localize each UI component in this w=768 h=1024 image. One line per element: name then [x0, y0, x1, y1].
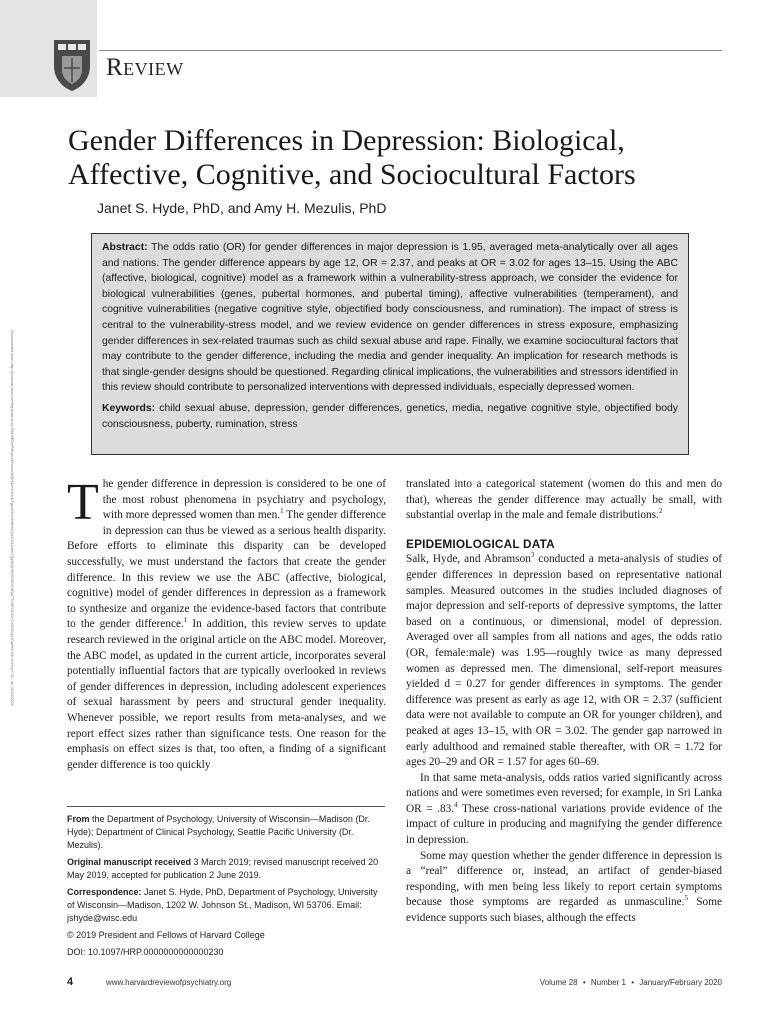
harvard-crest-icon: [52, 38, 92, 92]
abstract-body: The odds ratio (OR) for gender differences in major depression is 1.95, averaged meta-analytically over all ages and nations. The gender difference appears by age 12, OR = 2.37, and peaks at OR = 3.02 for ages 13–15. Using the ABC (affective, biological, cognitive) model as a framework within a vulnerability-stress approach, we consider the evidence for biological vulnerabilities (genes, pubertal hormones, and pubertal timing), affective vulnerabilities (temperament), and cognitive vulnerabilities (negative cognitive style, objectified body consciousness, and rumination). The impact of stress is central to the vulnerability-stress model, and we review evidence on gender differences in stress exposure, emphasizing gender differences in sex-related traumas such as child sexual abuse and rape. Finally, we examine sociocultural factors that may contribute to the gender difference, including the media and gender inequality. An implication for research methods is that single-gender designs should be questioned. Regarding clinical implications, the vulnerabilities and stressors identified in this review should contribute to personalized interventions with depressed individuals, especially depressed women.: [102, 242, 678, 394]
text-run: he gender difference in depression is considered to be one of the most robust phenomena in psychiatry and psychology, with more depressed women than men.: [102, 478, 386, 522]
journal-url: www.harvardreviewofpsychiatry.org: [106, 978, 232, 987]
dropcap: T: [67, 474, 99, 531]
intro-paragraph: [67, 474, 386, 773]
bullet-separator: •: [631, 978, 635, 987]
text-run: Salk, Hyde, and Abramson: [406, 553, 531, 566]
citation-ref: 1: [280, 507, 284, 516]
text-run: The gender difference in depression can thus be viewed as a serious health disparity. Before efforts to eliminate this disparity can be developed successfully, we must understand the factors that create the gender difference. In this review we use the ABC (affective, biological, cognitive) model of gender differences in depression as a framework to synthesize and organize the evidence-based factors that contribute to the gender difference.: [67, 509, 386, 631]
citation-ref: 5: [684, 894, 688, 903]
correspondence-text: Janet S. Hyde, PhD, Department of Psychology, University of Wisconsin—Madison, 1202 W. Johnson St., Madison, WI 53706. Email: jshyde@wisc.edu: [67, 887, 378, 923]
volume: Volume 28: [539, 978, 578, 987]
text-run: In that same meta-analysis, odds ratios varied significantly across nations and were sometimes even reversed; for example, in Sri Lanka OR = .83.: [406, 771, 722, 815]
epidemiology-paragraph-3: [406, 849, 722, 927]
affiliation-label: From: [67, 814, 90, 824]
correspondence-note: [67, 886, 386, 925]
issue-info: [540, 978, 722, 987]
epidemiology-paragraph-1: [406, 552, 722, 770]
abstract-label: Abstract:: [102, 242, 148, 253]
text-run: Some may question whether the gender difference in depression is a “real” difference or, instead, an artifact of gender-biased responding, with men being less likely to report certain symptoms because those symptoms are regarded as unmasculine.: [406, 849, 722, 909]
left-column: [67, 474, 386, 773]
article-title: Gender Differences in Depression: Biological, Affective, Cognitive, and Sociocultural Factors: [68, 124, 636, 191]
citation-ref: 1: [183, 616, 188, 625]
bullet-separator: •: [582, 978, 586, 987]
citation-ref: 3: [530, 551, 535, 560]
abstract-text: [102, 240, 678, 396]
header-rule: [99, 50, 722, 51]
page-number: 4: [67, 976, 74, 988]
abstract-box: [91, 233, 689, 455]
epidemiology-paragraph-2: [406, 771, 722, 849]
keywords: [102, 401, 678, 432]
authors: Janet S. Hyde, PhD, and Amy H. Mezulis, PhD: [97, 200, 387, 216]
received-label: Original manuscript received: [67, 857, 192, 867]
citation-ref: 4: [454, 801, 458, 810]
keywords-label: Keywords:: [102, 402, 156, 414]
issue-date: January/February 2020: [639, 978, 722, 987]
continued-paragraph: [406, 477, 722, 524]
download-notice: Downloaded from http://journals.lww.com/hrpjournal by BhDMf5ePHKav1zEoum1tQfN4a+kJLhEZgbsIHo4XMi0hCywCX1AWnYQp/IlQrHD3i3D0OdRyi7TvSFl4Cf3VC4/OAVpDDa8KKGKV0Ymy+78= on 01/10/2020: [10, 330, 15, 707]
section-heading: EPIDEMIOLOGICAL DATA: [406, 536, 555, 551]
footnotes: [67, 813, 386, 963]
right-column: [406, 477, 722, 927]
issue-number: Number 1: [590, 978, 626, 987]
doi-note: DOI: 10.1097/HRP.0000000000000230: [67, 947, 224, 957]
text-run: conducted a meta-analysis of studies of gender differences in depression based on representative national samples. Measured outcomes in the studies included diagnoses of major depression and self-reports of depressive symptoms, the latter based on a continuous, or dimensional, model of depression. Averaged over all samples from all nations and ages, the odds ratio (OR, female:male) was 1.95—roughly twice as many depressed women as depressed men. The dimensional, self-report measures yielded d = 0.27 for gender differences in symptoms. The gender difference was present as early as age 12, with OR = 2.37 (sufficient data were not available to compute an OR for younger children), and peaked at ages 13–15, with OR = 3.02. The gender gap narrowed in early adulthood and remained stable thereafter, with OR = 1.72 for ages 20–29 and OR = 1.57 for ages 60–69.: [406, 553, 722, 769]
copyright-note: © 2019 President and Fellows of Harvard College: [67, 930, 265, 940]
correspondence-label: Correspondence:: [67, 887, 142, 897]
text-run: Some evidence supports such biases, although the effects: [406, 896, 722, 925]
text-run: These cross-national variations provide evidence of the impact of culture in producing and magnifying the gender difference in depression.: [406, 802, 722, 847]
affiliation-note: [67, 813, 386, 852]
footnote-rule: [67, 806, 385, 807]
citation-ref: 2: [658, 507, 663, 516]
received-note: [67, 856, 386, 882]
section-label: Review: [106, 54, 184, 81]
text-run: translated into a categorical statement (women do this and men do that), whereas the gender difference may actually be small, with substantial overlap in the male and female distributions.: [406, 478, 722, 522]
keywords-list: child sexual abuse, depression, gender differences, genetics, media, negative cognitive style, objectified body consciousness, puberty, rumination, stress: [102, 402, 678, 430]
received-text: 3 March 2019; revised manuscript received 20 May 2019, accepted for publication 2 June 2019.: [67, 857, 379, 880]
text-run: In addition, this review serves to update research reviewed in the original article on the ABC model. Moreover, the ABC model, as updated in the current article, incorporates several potentially influential factors that are typically overlooked in reviews of gender differences in depression, including adolescent experiences of sexual harassment by peers and structural gender inequality. Whenever possible, we report results from meta-analyses, and we report effect sizes rather than significance tests. One reason for the emphasis on effect sizes is that, too often, a finding of a significant gender difference is too quickly: [67, 618, 386, 771]
affiliation-text: the Department of Psychology, University of Wisconsin—Madison (Dr. Hyde); Department of Clinical Psychology, Seattle Pacific University (Dr. Mezulis).: [67, 814, 370, 850]
